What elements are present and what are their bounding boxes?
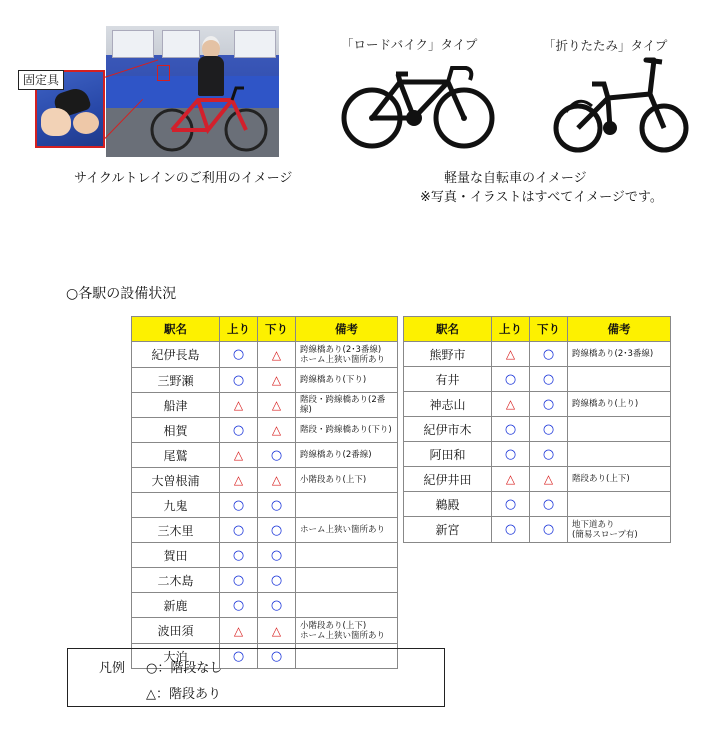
up-line-status	[220, 568, 258, 593]
circle-icon: ○	[542, 371, 555, 387]
image-note: ※写真・イラストはすべてイメージです。	[420, 190, 663, 205]
circle-icon: ○	[542, 396, 555, 412]
road-bike-icon	[338, 56, 498, 156]
station-remarks: 階段・跨線橋あり(下り)	[296, 418, 398, 443]
station-remarks	[568, 417, 671, 442]
station-table-left	[131, 316, 398, 669]
folding-bike-icon	[552, 54, 692, 154]
train-window	[234, 30, 276, 58]
station-name: 相賀	[132, 418, 220, 443]
table-row	[132, 468, 398, 493]
circle-icon: ○	[232, 547, 245, 563]
station-name: 三野瀬	[132, 368, 220, 393]
station-remarks	[568, 492, 671, 517]
down-line-status	[258, 568, 296, 593]
up-line-status	[492, 467, 530, 492]
circle-icon: ○	[270, 597, 283, 613]
station-name: 九鬼	[132, 493, 220, 518]
photo-caption: サイクルトレインのご利用のイメージ	[74, 171, 293, 186]
station-remarks: 地下道あり (簡易スロープ有)	[568, 517, 671, 543]
up-line-status	[220, 418, 258, 443]
down-line-status	[530, 367, 568, 392]
section-title: ○各駅の設備状況	[66, 286, 177, 302]
station-remarks	[296, 493, 398, 518]
up-line-status	[492, 417, 530, 442]
table-row	[132, 593, 398, 618]
station-remarks: 階段・跨線橋あり(2番線)	[296, 393, 398, 418]
station-remarks: 跨線橋あり(下り)	[296, 368, 398, 393]
station-name: 尾鷲	[132, 443, 220, 468]
circle-icon: ○	[270, 572, 283, 588]
down-line-status	[258, 393, 296, 418]
circle-icon: ○	[232, 372, 245, 388]
fixture-label: 固定具	[18, 70, 64, 90]
header-up: 上り	[220, 317, 258, 342]
table-row	[132, 418, 398, 443]
triangle-icon: △	[271, 373, 282, 387]
station-name: 新宮	[404, 517, 492, 543]
station-table-right	[403, 316, 671, 543]
station-name: 紀伊井田	[404, 467, 492, 492]
circle-icon: ○	[270, 648, 283, 664]
up-line-status	[220, 618, 258, 644]
station-remarks: 跨線橋あり(上り)	[568, 392, 671, 417]
hand	[73, 112, 99, 134]
up-line-status	[220, 368, 258, 393]
station-name: 三木里	[132, 518, 220, 543]
up-line-status	[492, 392, 530, 417]
up-line-status	[220, 593, 258, 618]
legend-title: 凡例	[99, 661, 126, 676]
triangle-icon: △	[543, 472, 554, 486]
station-name: 新鹿	[132, 593, 220, 618]
road-bike-type-label: 「ロードバイク」タイプ	[341, 37, 478, 52]
station-remarks	[296, 593, 398, 618]
table-row	[132, 568, 398, 593]
up-line-status	[492, 492, 530, 517]
down-line-status	[258, 493, 296, 518]
up-line-status	[492, 342, 530, 367]
circle-icon: ○	[232, 648, 245, 664]
down-line-status	[530, 517, 568, 543]
header-down: 下り	[258, 317, 296, 342]
table-row	[404, 342, 671, 367]
triangle-icon: △	[233, 473, 244, 487]
table-row	[404, 467, 671, 492]
table-header-row	[132, 317, 398, 342]
triangle-icon: △	[271, 398, 282, 412]
circle-icon: ○	[542, 346, 555, 362]
triangle-icon: △	[505, 472, 516, 486]
station-name: 紀伊市木	[404, 417, 492, 442]
circle-icon: ○	[270, 522, 283, 538]
table-row	[404, 417, 671, 442]
table-row	[404, 492, 671, 517]
down-line-status	[258, 418, 296, 443]
down-line-status	[258, 443, 296, 468]
station-remarks: 小階段あり(上下) ホーム上狭い箇所あり	[296, 618, 398, 644]
station-remarks	[296, 543, 398, 568]
train-window	[162, 30, 200, 58]
station-name: 鵜殿	[404, 492, 492, 517]
circle-icon: ○	[232, 497, 245, 513]
triangle-icon: △	[505, 347, 516, 361]
station-name: 船津	[132, 393, 220, 418]
triangle-icon: △	[505, 397, 516, 411]
down-line-status	[530, 392, 568, 417]
header-up: 上り	[492, 317, 530, 342]
circle-icon: ○	[504, 421, 517, 437]
legend-stairs: △：階段あり	[146, 687, 221, 702]
red-bicycle-icon	[150, 78, 270, 156]
triangle-icon: △	[233, 623, 244, 638]
up-line-status	[220, 393, 258, 418]
station-remarks	[296, 568, 398, 593]
circle-icon: ○	[232, 572, 245, 588]
circle-icon: ○	[504, 371, 517, 387]
up-line-status	[220, 543, 258, 568]
legend-box	[67, 648, 445, 707]
up-line-status	[492, 442, 530, 467]
triangle-icon: △	[271, 347, 282, 362]
circle-icon: ○	[542, 522, 555, 537]
station-name: 賀田	[132, 543, 220, 568]
down-line-status	[530, 442, 568, 467]
table-row	[132, 493, 398, 518]
station-name: 大曽根浦	[132, 468, 220, 493]
circle-icon: ○	[504, 522, 517, 537]
circle-icon: ○	[232, 422, 245, 438]
folding-bike-type-label: 「折りたたみ」タイプ	[543, 38, 668, 53]
table-row	[132, 342, 398, 368]
down-line-status	[258, 543, 296, 568]
station-name: 二木島	[132, 568, 220, 593]
down-line-status	[258, 468, 296, 493]
legend-no-stairs: ○：階段なし	[146, 661, 223, 676]
up-line-status	[220, 468, 258, 493]
station-name: 神志山	[404, 392, 492, 417]
train-window	[112, 30, 154, 58]
triangle-icon: △	[233, 448, 244, 462]
circle-icon: ○	[542, 421, 555, 437]
table-row	[404, 442, 671, 467]
station-remarks: ホーム上狭い箇所あり	[296, 518, 398, 543]
up-line-status	[492, 367, 530, 392]
circle-icon: ○	[232, 597, 245, 613]
station-name: 波田須	[132, 618, 220, 644]
station-remarks: 跨線橋あり(2･3番線) ホーム上狭い箇所あり	[296, 342, 398, 368]
triangle-icon: △	[271, 623, 282, 638]
down-line-status	[258, 593, 296, 618]
station-name: 阿田和	[404, 442, 492, 467]
down-line-status	[530, 467, 568, 492]
station-name: 紀伊長島	[132, 342, 220, 368]
circle-icon: ○	[232, 522, 245, 538]
table-row	[404, 517, 671, 543]
up-line-status	[492, 517, 530, 543]
header-remarks: 備考	[568, 317, 671, 342]
station-remarks: 小階段あり(上下)	[296, 468, 398, 493]
up-line-status	[220, 493, 258, 518]
table-row	[132, 443, 398, 468]
table-row	[404, 367, 671, 392]
header-down: 下り	[530, 317, 568, 342]
triangle-icon: △	[271, 473, 282, 487]
circle-icon: ○	[504, 496, 517, 512]
down-line-status	[258, 342, 296, 368]
header-station: 駅名	[132, 317, 220, 342]
table-row	[132, 393, 398, 418]
circle-icon: ○	[504, 446, 517, 462]
down-line-status	[258, 618, 296, 644]
table-row	[132, 543, 398, 568]
station-remarks	[568, 442, 671, 467]
table-row	[132, 368, 398, 393]
station-name: 熊野市	[404, 342, 492, 367]
up-line-status	[220, 342, 258, 368]
circle-icon: ○	[542, 446, 555, 462]
table-header-row	[404, 317, 671, 342]
down-line-status	[530, 342, 568, 367]
table-row	[132, 518, 398, 543]
bike-caption: 軽量な自転車のイメージ	[444, 171, 587, 186]
triangle-icon: △	[271, 423, 282, 437]
station-remarks	[568, 367, 671, 392]
circle-icon: ○	[232, 347, 245, 362]
down-line-status	[258, 368, 296, 393]
header-station: 駅名	[404, 317, 492, 342]
station-remarks: 階段あり(上下)	[568, 467, 671, 492]
up-line-status	[220, 443, 258, 468]
circle-icon: ○	[270, 547, 283, 563]
down-line-status	[530, 417, 568, 442]
circle-icon: ○	[270, 447, 283, 463]
circle-icon: ○	[542, 496, 555, 512]
station-remarks: 跨線橋あり(2･3番線)	[568, 342, 671, 367]
triangle-icon: △	[233, 398, 244, 412]
down-line-status	[530, 492, 568, 517]
header-remarks: 備考	[296, 317, 398, 342]
circle-icon: ○	[270, 497, 283, 513]
down-line-status	[258, 518, 296, 543]
up-line-status	[220, 518, 258, 543]
fixture-highlight-box	[157, 65, 170, 81]
station-remarks: 跨線橋あり(2番線)	[296, 443, 398, 468]
cycle-train-photo	[106, 26, 279, 157]
table-row	[132, 618, 398, 644]
station-name: 有井	[404, 367, 492, 392]
table-row	[404, 392, 671, 417]
hand	[41, 108, 71, 136]
station-name: 大泊	[132, 644, 220, 669]
